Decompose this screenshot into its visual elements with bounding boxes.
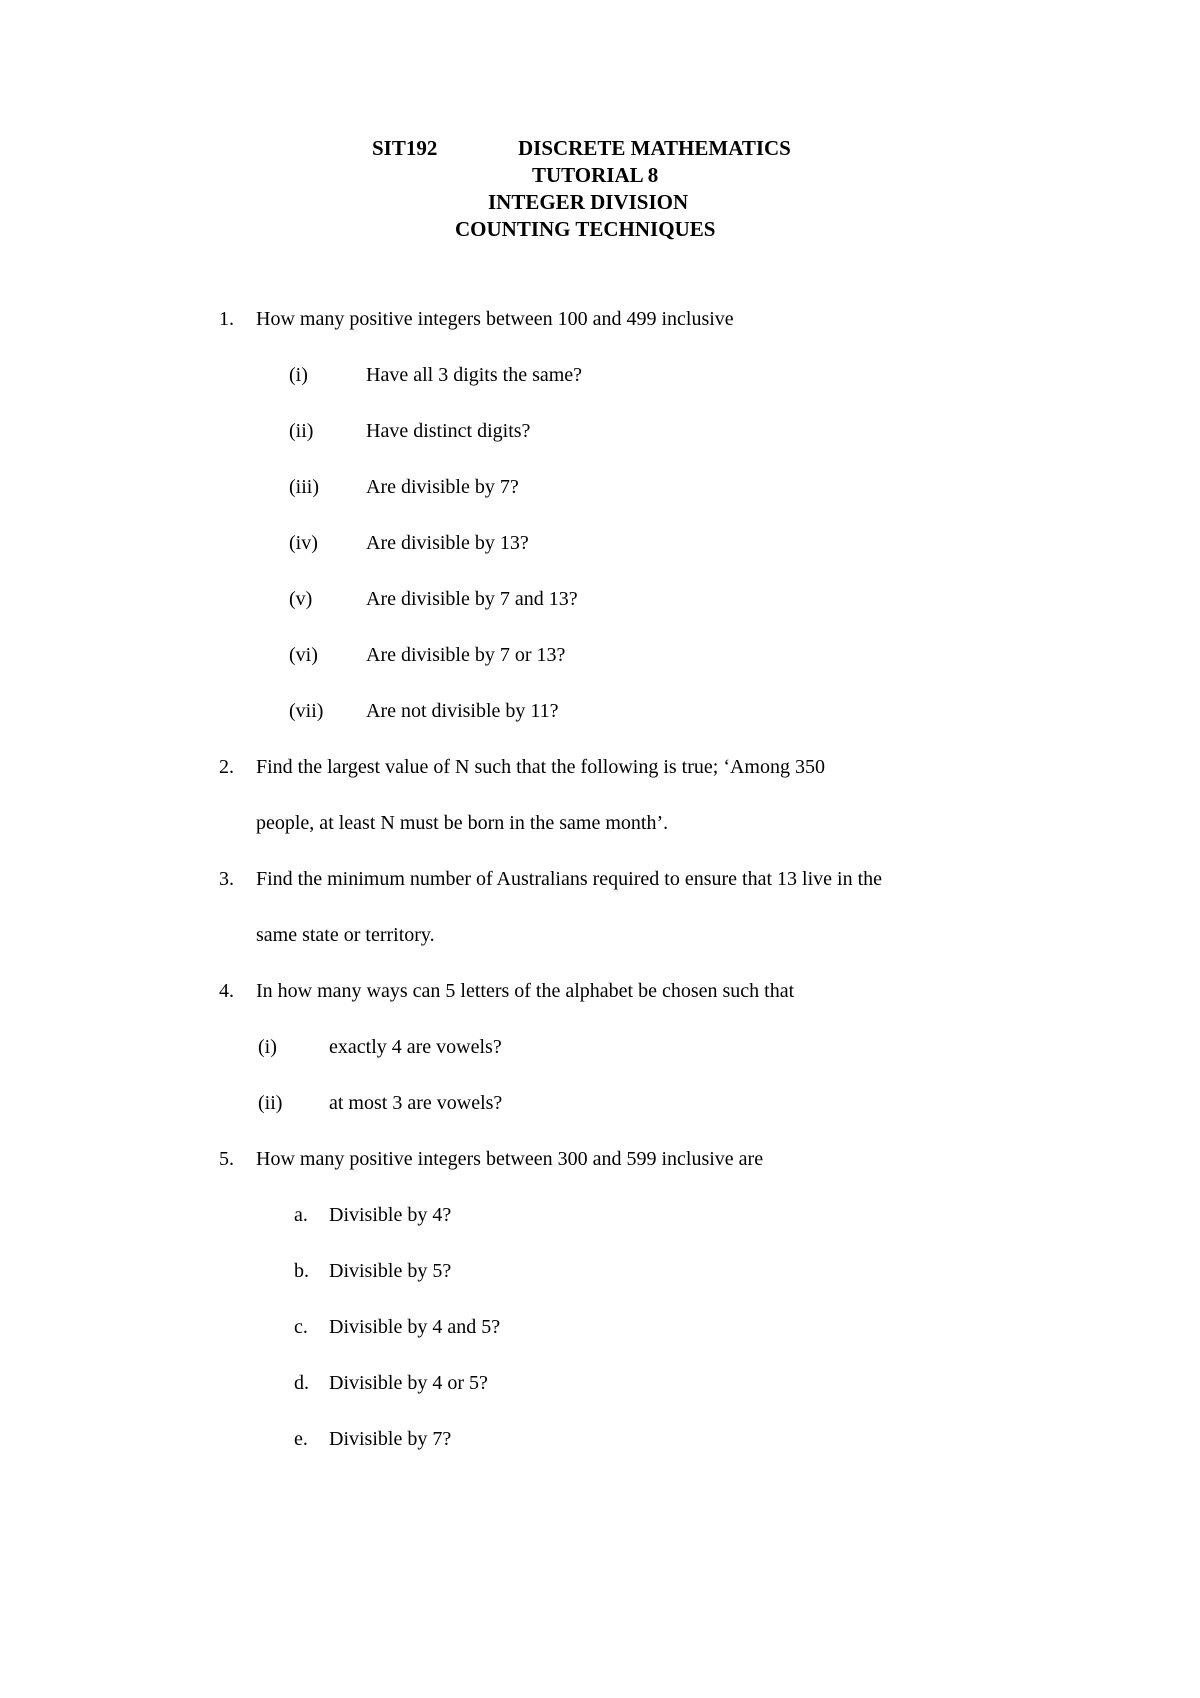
course-code: SIT192 [372,136,438,160]
part-text: exactly 4 are vowels? [329,1036,502,1058]
topic-counting-techniques: COUNTING TECHNIQUES [455,217,716,241]
question-text: Find the minimum number of Australians required to ensure that 13 live in the [256,868,882,890]
tutorial-title: TUTORIAL 8 [532,163,659,187]
part-text: Are divisible by 7? [366,476,519,498]
part-text: Divisible by 4 or 5? [329,1372,488,1394]
part-label: e. [294,1428,308,1450]
topic-integer-division: INTEGER DIVISION [488,190,689,214]
part-text: Divisible by 4 and 5? [329,1316,501,1338]
question-number: 2. [219,756,234,778]
part-label: (vi) [289,644,318,666]
part-text: Are not divisible by 11? [366,700,559,722]
part-label: (vii) [289,700,324,722]
part-label: (i) [289,364,308,386]
part-label: (v) [289,588,313,610]
part-text: Are divisible by 7 or 13? [366,644,566,666]
part-label: d. [294,1372,309,1394]
part-text: Have all 3 digits the same? [366,364,583,386]
question-text-continued: same state or territory. [256,924,435,946]
part-label: b. [294,1260,309,1282]
part-label: (iii) [289,476,319,498]
question-text: Find the largest value of N such that the following is true; ‘Among 350 [256,756,825,778]
part-text: Have distinct digits? [366,420,531,442]
part-label: (ii) [258,1092,283,1114]
part-text: Divisible by 7? [329,1428,452,1450]
part-label: a. [294,1204,308,1226]
part-label: c. [294,1316,308,1338]
part-text: Divisible by 5? [329,1260,452,1282]
part-text: at most 3 are vowels? [329,1092,503,1114]
question-text-continued: people, at least N must be born in the same month’. [256,812,669,834]
course-name: DISCRETE MATHEMATICS [518,136,791,160]
question-number: 1. [219,308,234,330]
part-label: (i) [258,1036,277,1058]
question-text: In how many ways can 5 letters of the alphabet be chosen such that [256,980,795,1002]
part-text: Divisible by 4? [329,1204,452,1226]
part-label: (ii) [289,420,314,442]
part-text: Are divisible by 7 and 13? [366,588,578,610]
question-text: How many positive integers between 100 and 499 inclusive [256,308,734,330]
question-number: 5. [219,1148,234,1170]
part-text: Are divisible by 13? [366,532,529,554]
part-label: (iv) [289,532,318,554]
question-text: How many positive integers between 300 and 599 inclusive are [256,1148,764,1170]
question-number: 4. [219,980,234,1002]
question-number: 3. [219,868,234,890]
